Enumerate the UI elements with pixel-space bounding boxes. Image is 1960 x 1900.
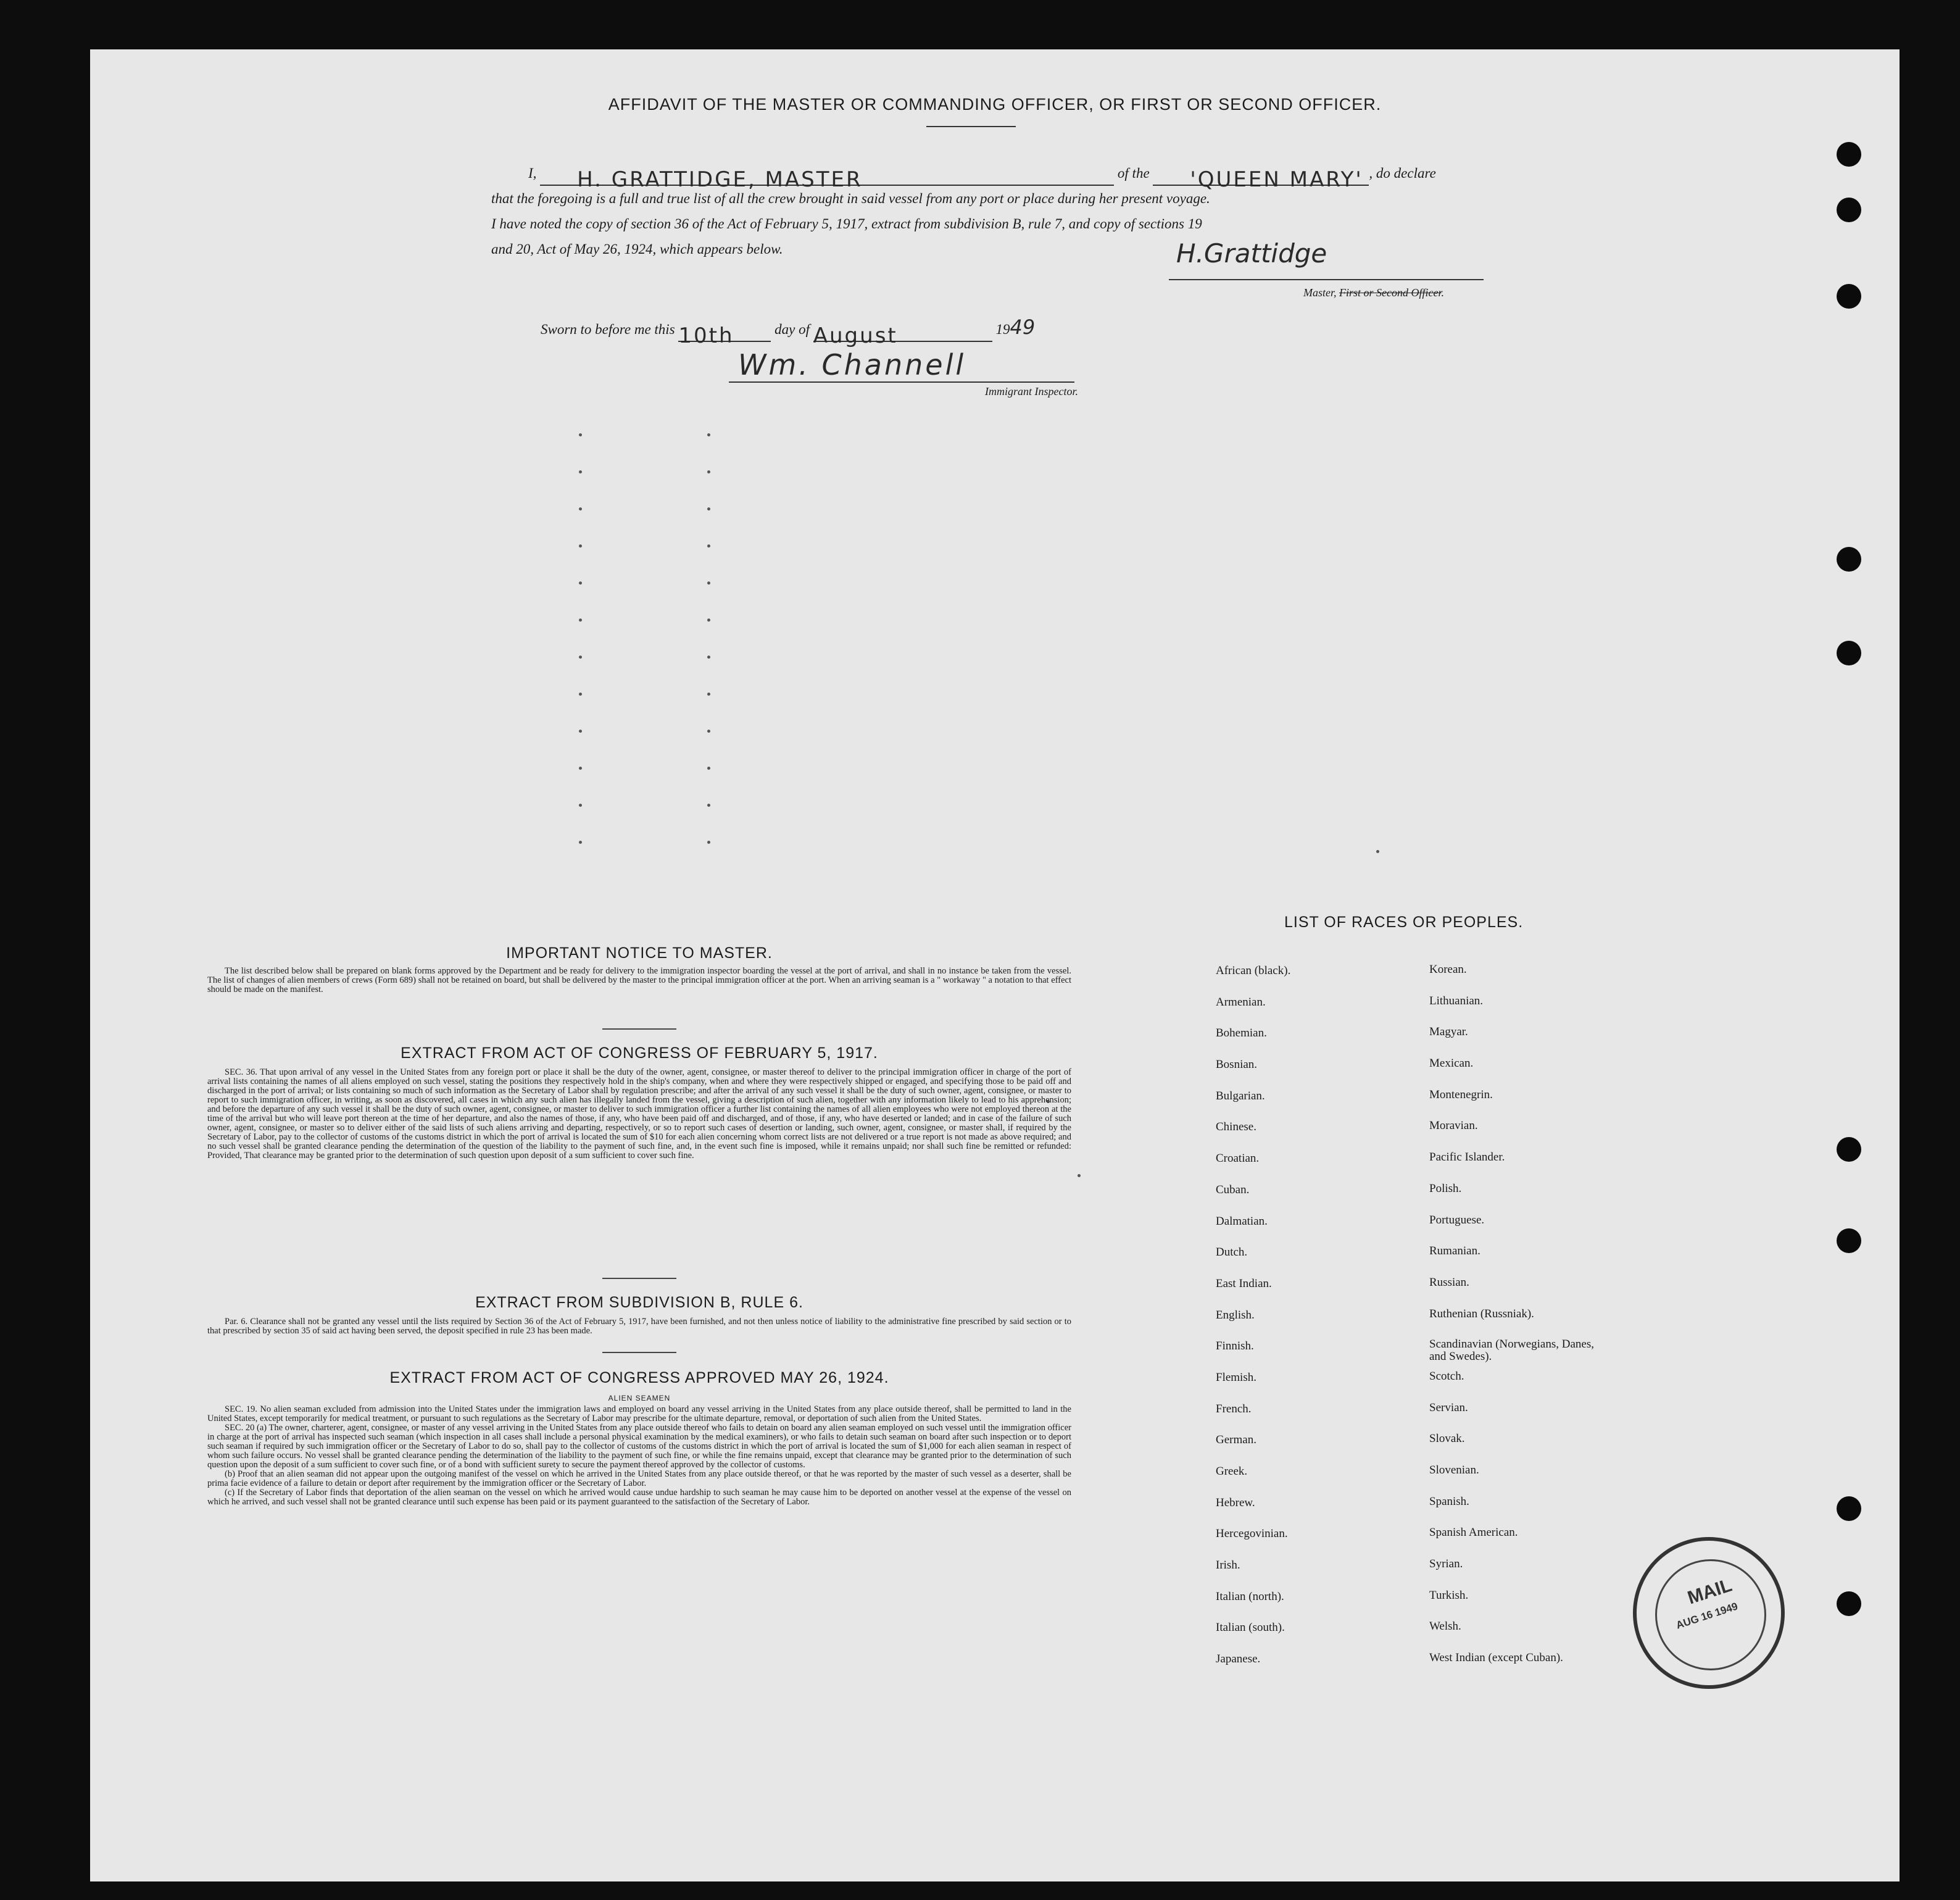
extract-1924-sec20c: (c) If the Secretary of Labor finds that deportation of the alien seaman on the vessel on which he arrived would cause undue hardship to such seaman he may cause him to be deported on another vessel at the expense of the vessel on which he arrived, and such vessel shall not be granted clearance until such expense has been paid or its payment guaranteed to the satisfaction of the Secretary of Labor. (207, 1488, 1071, 1507)
rule6-divider (602, 1352, 676, 1353)
mark-dot (579, 841, 582, 844)
mark-dot (707, 767, 710, 770)
mark-dot (579, 693, 582, 696)
race-item: Bosnian. (1216, 1058, 1258, 1072)
mark-dot (579, 656, 582, 659)
race-item: Polish. (1429, 1181, 1462, 1195)
race-item: Cuban. (1216, 1183, 1250, 1196)
sworn-line (541, 315, 1281, 348)
mark-dot (707, 507, 710, 510)
vessel-name-field (1153, 167, 1369, 192)
declaration-line-2: that the foregoing is a full and true list of all the crew brought in said vessel from any port or place during her present voyage. (491, 191, 1210, 206)
race-item: German. (1216, 1433, 1256, 1447)
caption-master: Master, (1303, 286, 1339, 299)
extract-1917-divider (602, 1278, 676, 1279)
race-item: Slovak. (1429, 1432, 1465, 1446)
inspector-signature: Wm. Channell (738, 348, 966, 381)
mark-dot (579, 433, 582, 436)
title-divider (926, 126, 1016, 127)
mark-dot (579, 544, 582, 548)
punch-hole (1837, 198, 1861, 222)
mark-dot (579, 730, 582, 733)
race-item: French. (1216, 1402, 1252, 1415)
notice-title: IMPORTANT NOTICE TO MASTER. (506, 944, 773, 962)
postmark-mail-text: MAIL (1685, 1575, 1735, 1609)
race-item: Scotch. (1429, 1369, 1464, 1383)
mark-dot (707, 656, 710, 659)
declaration-i: I, (528, 165, 537, 181)
caption-struck-officer: First or Second Officer (1339, 286, 1442, 299)
master-name-handwritten: H. GRATTIDGE, MASTER (577, 167, 863, 192)
rule6-paragraph: Par. 6. Clearance shall not be granted any vessel until the lists required by Section 36 of the Act of February 5, 1917, have been furnished, and not then unless notice of liability to the administrative fine prescribed by said section or to that prescribed by section 35 of said act having been served, the deposit specified in rule 23 has been made. (207, 1317, 1071, 1336)
race-item: East Indian. (1216, 1277, 1272, 1290)
race-item: Italian (north). (1216, 1590, 1284, 1603)
race-item: Russian. (1429, 1275, 1469, 1289)
punch-hole (1837, 284, 1861, 309)
race-item: Slovenian. (1429, 1464, 1479, 1477)
punch-hole (1837, 1137, 1861, 1162)
race-item: Spanish. (1429, 1494, 1469, 1508)
rule6-body (207, 1317, 1071, 1336)
race-item: Dalmatian. (1216, 1214, 1268, 1228)
race-item: Italian (south). (1216, 1621, 1285, 1635)
sworn-day-handwritten: 10th (678, 323, 734, 348)
mark-dot (707, 804, 710, 807)
sworn-month-handwritten: August (813, 323, 898, 348)
race-item: Pacific Islander. (1429, 1151, 1505, 1164)
extract-1917-paragraph: SEC. 36. That upon arrival of any vessel in the United States from any foreign port or place it shall be the duty of the owner, agent, consignee, or master thereof to deliver to the principal immigration officer in charge of the port of arrival lists containing the names of all aliens employed on such vessel, stating the positions they respectively hold in the ship's company, when and where they were respectively shipped or engaged, and specifying those to be paid off and discharged in the port of arrival; or lists containing so much of such information as the Secretary of Labor shall by regulation prescribe; and after the arrival of any such vessel it shall be the duty of such owner, agent, consignee, or master to report to such immigration officer, in writing, as soon as discovered, all cases in which any such alien has illegally landed from the vessel, giving a description of such alien, together with any information likely to lead to his apprehension; and before the departure of any such vessel it shall be the duty of such owner, agent, consignee, or master to deliver to such immigration officer a further list containing the names of all alien employees who were not employed thereon at the time of the arrival but who will leave port thereon at the time of her departure, and also the names of those, if any, who have been paid off and discharged, and of those, if any, who have deserted or landed; and in case of the failure of such owner, agent, consignee, or master so to deliver either of the said lists of such aliens arriving and departing, respectively, or so to report such cases of desertion or landing, such owner, agent, consignee, or master shall, if required by the Secretary of Labor, pay to the collector of customs of the customs district in which the port of arrival is located the sum of $10 for each alien concerning whom correct lists are not delivered or a true report is not made as above required; and no such vessel shall be granted clearance pending the determination of the question of the liability to the payment of such fine, and, in the event such fine is imposed, while it remains unpaid; nor shall such fine be remitted or refunded: Provided, That clearance may be granted prior to the determination of such question upon deposit of a sum sufficient to cover such fine. (207, 1067, 1071, 1160)
mark-dot (1078, 1174, 1081, 1177)
mark-dot (707, 693, 710, 696)
mark-dot (579, 470, 582, 473)
sworn-day-field (678, 323, 771, 348)
extract-1924-body (207, 1405, 1071, 1507)
race-item: Korean. (1429, 963, 1467, 976)
race-item: West Indian (except Cuban). (1429, 1651, 1563, 1665)
mark-dot (707, 619, 710, 622)
race-item: Turkish. (1429, 1588, 1469, 1602)
extract-1924-title: EXTRACT FROM ACT OF CONGRESS APPROVED MAY 26, 1924. (389, 1369, 889, 1386)
punch-hole (1837, 1228, 1861, 1253)
race-item: Croatian. (1216, 1152, 1260, 1165)
race-item: Dutch. (1216, 1246, 1248, 1259)
race-item: Armenian. (1216, 995, 1266, 1009)
race-item: English. (1216, 1308, 1255, 1322)
sworn-day-of: day of (774, 322, 810, 337)
mark-dot (707, 544, 710, 548)
mark-dot (707, 433, 710, 436)
race-item: Lithuanian. (1429, 994, 1484, 1007)
master-name-field (540, 167, 1114, 192)
sworn-month-field (813, 323, 992, 348)
race-item: Magyar. (1429, 1025, 1468, 1039)
declaration-block (491, 160, 1503, 262)
inspector-line (729, 381, 1074, 383)
race-item: Finnish. (1216, 1340, 1254, 1353)
race-item: Ruthenian (Russniak). (1429, 1307, 1534, 1320)
mark-dot (707, 841, 710, 844)
postmark-date-text: AUG 16 1949 (1674, 1600, 1740, 1631)
race-item: Servian. (1429, 1401, 1468, 1414)
notice-divider (602, 1028, 676, 1030)
race-item: Bohemian. (1216, 1027, 1267, 1040)
rule6-title: EXTRACT FROM SUBDIVISION B, RULE 6. (475, 1294, 804, 1311)
race-item: Bulgarian. (1216, 1089, 1265, 1102)
caption-period: . (1441, 286, 1444, 299)
sworn-prefix: Sworn to before me this (541, 322, 675, 337)
signature-line (1169, 279, 1484, 280)
document-page (90, 49, 1900, 1881)
punch-hole (1837, 547, 1861, 572)
extract-1917-body (207, 1068, 1071, 1160)
inspector-caption: Immigrant Inspector. (985, 385, 1078, 398)
race-item: Welsh. (1429, 1620, 1461, 1633)
races-title: LIST OF RACES OR PEOPLES. (1284, 914, 1524, 931)
punch-hole (1837, 641, 1861, 665)
postmark-stamp (1633, 1537, 1785, 1689)
race-item: Mexican. (1429, 1057, 1474, 1070)
mark-dot (707, 730, 710, 733)
master-signature: H.Grattidge (1176, 238, 1327, 269)
extract-1924-sec20b: (b) Proof that an alien seaman did not appear upon the outgoing manifest of the vessel on which he arrived in the United States from any place outside thereof, or that he was reported by the master of such vessel as a deserter, shall be prima facie evidence of a failure to detain or deport after requirement by the immigration officer or the Secretary of Labor. (207, 1469, 1071, 1488)
extract-1924-sec20a: SEC. 20 (a) The owner, charterer, agent, consignee, or master of any vessel arriving in the United States from any place outside thereof who fails to detain on board any alien seaman employed on such vessel until the immigration officer in charge at the port of arrival has inspected such seaman (which inspection in all cases shall include a personal physical examination by the medical examiners), or who fails to detain such seaman on board after such inspection or to deport such seaman if required by such immigration officer or the Secretary of Labor to do so, shall pay to the collector of customs of the customs district in which the port of arrival is located the sum of $1,000 for each alien seaman in respect of whom such failure occurs. No vessel shall be granted clearance pending the determination of the liability to the payment of such fine, or while the fine remains unpaid, except that clearance may be granted prior to the determination of such question upon the deposit of a sum sufficient to cover such fine, or of a bond with sufficient surety to secure the payment thereof approved by the collector of customs. (207, 1423, 1071, 1470)
mark-dot (579, 804, 582, 807)
affidavit-title: AFFIDAVIT OF THE MASTER OR COMMANDING OFFICER, OR FIRST OR SECOND OFFICER. (608, 95, 1382, 114)
races-right-column (1429, 963, 1608, 1683)
declaration-do-declare: , do declare (1369, 165, 1436, 181)
punch-hole (1837, 142, 1861, 167)
race-item: Montenegrin. (1429, 1088, 1493, 1101)
race-item: Portuguese. (1429, 1213, 1485, 1227)
extract-1924-sec19: SEC. 19. No alien seaman excluded from admission into the United States under the immigration laws and employed on board any vessel arriving in the United States from any place outside thereof, shall be permitted to land in the United States, except temporarily for medical treatment, or pursuant to such regulations as the Secretary of Labor may prescribe for the ultimate departure, removal, or deportation of such alien from the United States. (207, 1404, 1071, 1423)
extract-1917-title: EXTRACT FROM ACT OF CONGRESS OF FEBRUARY 5, 1917. (401, 1044, 878, 1062)
race-item: Scandinavian (Norwegians, Danes, and Swedes). (1429, 1338, 1594, 1364)
race-item: Greek. (1216, 1465, 1248, 1478)
race-item: Syrian. (1429, 1557, 1463, 1571)
declaration-line-4: and 20, Act of May 26, 1924, which appears below. (491, 241, 783, 257)
notice-body (207, 967, 1071, 994)
race-item: Japanese. (1216, 1652, 1261, 1666)
race-item: Hercegovinian. (1216, 1527, 1288, 1541)
mark-dot (707, 470, 710, 473)
sworn-year-prefix: 19 (995, 322, 1010, 337)
race-item: Rumanian. (1429, 1244, 1480, 1258)
race-item: Hebrew. (1216, 1496, 1255, 1509)
race-item: Spanish American. (1429, 1526, 1518, 1540)
punch-hole (1837, 1591, 1861, 1616)
sworn-year-handwritten: 49 (1010, 315, 1036, 339)
mark-dot (707, 581, 710, 585)
race-item: Flemish. (1216, 1370, 1256, 1384)
declaration-of-the: of the (1117, 165, 1150, 181)
vessel-name-handwritten: 'QUEEN MARY' (1190, 167, 1363, 192)
declaration-line-1 (491, 160, 1503, 192)
races-left-column (1216, 964, 1290, 1684)
mark-dot (579, 767, 582, 770)
extract-1924-subtitle: ALIEN SEAMEN (608, 1394, 671, 1402)
declaration-line-3: I have noted the copy of section 36 of the Act of February 5, 1917, extract from subdivision B, rule 7, and copy of sections 19 (491, 216, 1202, 231)
race-item: Irish. (1216, 1559, 1240, 1572)
signature-caption (1303, 286, 1444, 299)
race-item: African (black). (1216, 964, 1291, 977)
mark-dot (579, 619, 582, 622)
race-item: Chinese. (1216, 1120, 1256, 1134)
mark-dot (1376, 850, 1379, 853)
mark-dot (579, 581, 582, 585)
mark-dot (579, 507, 582, 510)
race-item: Moravian. (1429, 1119, 1478, 1133)
notice-paragraph: The list described below shall be prepared on blank forms approved by the Department and be ready for delivery to the immigration inspector boarding the vessel at the port of arrival, and shall in no instance be taken from the vessel. The list of changes of alien members of crews (Form 689) shall not be retained on board, but shall be delivered by the master to the principal immigration officer at the port. When an arriving seaman is a " workaway " a notation to that effect should be made on the manifest. (207, 966, 1071, 994)
punch-hole (1837, 1496, 1861, 1521)
